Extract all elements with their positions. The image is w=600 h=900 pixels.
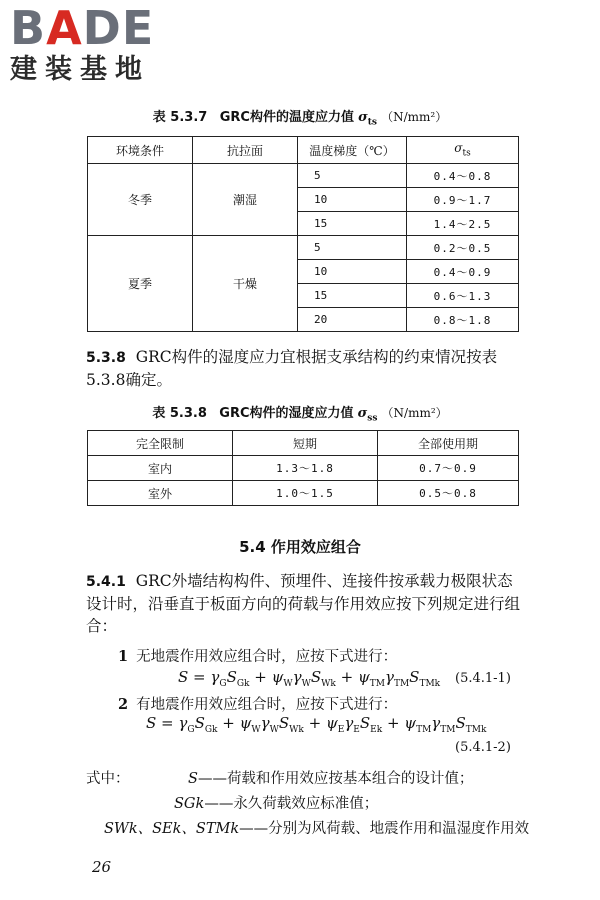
clause-text: GRC外墙结构构件、预埋件、连接件按承载力极限状态设计时，沿垂直于板面方向的荷载与作用效应按下列规定进行组合：	[86, 572, 521, 635]
item-text: 无地震作用效应组合时，应按下式进行：	[136, 649, 398, 665]
logo-brand: BADE	[10, 1, 155, 55]
cell-gradient: 20	[298, 308, 407, 332]
logo-subtitle: 建装基地	[10, 54, 150, 85]
col-header-surface: 抗拉面	[193, 137, 298, 164]
cell-surface: 潮湿	[193, 164, 298, 236]
cell-gradient: 10	[298, 188, 407, 212]
symbol-definition	[188, 767, 473, 788]
clause-number: 5.3.8	[86, 350, 126, 366]
definition-text: 永久荷载效应标准值；	[233, 796, 379, 812]
cell-value: 1.4～2.5	[407, 212, 519, 236]
col-header-restraint: 完全限制	[88, 431, 233, 456]
col-header-condition: 环境条件	[88, 137, 193, 164]
cell-value: 0.4～0.9	[407, 260, 519, 284]
symbol-definition	[104, 817, 529, 838]
cell-value: 0.6～1.3	[407, 284, 519, 308]
cell-location: 室外	[88, 481, 233, 506]
item-number: 1	[118, 648, 129, 665]
publisher-logo	[10, 1, 180, 86]
temperature-stress-table	[87, 136, 519, 332]
formula-5-4-1-2: $S = \gamma_GS_{Gk} + \psi_W\gamma_WS_{Wk} + \psi_E\gamma_ES_{Ek} + \psi_{TM}\gamma_{TM}S_{TMk}$	[146, 714, 487, 735]
cell-condition: 冬季	[88, 164, 193, 236]
clause-text: GRC构件的湿度应力宜根据支承结构的约束情况按表5.3.8确定。	[86, 348, 498, 389]
cell-value: 0.2～0.5	[407, 236, 519, 260]
cell-value: 0.4～0.8	[407, 164, 519, 188]
cell-value: 0.9～1.7	[407, 188, 519, 212]
table2-caption-title: GRC构件的湿度应力值	[219, 406, 354, 421]
col-header-gradient: 温度梯度（℃）	[298, 137, 407, 164]
symbol: SWk、SEk、STMk	[104, 821, 240, 837]
table-row	[88, 236, 519, 260]
clause-number: 5.4.1	[86, 574, 126, 590]
cell-full: 0.7～0.9	[378, 456, 519, 481]
where-lead: 式中：	[86, 771, 130, 787]
cell-location: 室内	[88, 456, 233, 481]
cell-gradient: 5	[298, 164, 407, 188]
cell-gradient: 15	[298, 284, 407, 308]
symbol-definition	[174, 792, 378, 813]
item-number: 2	[118, 696, 129, 713]
humidity-stress-table	[87, 430, 519, 506]
cell-surface: 干燥	[193, 236, 298, 332]
table1-caption: 表 5.3.7 GRC构件的温度应力值 $\sigma_{ts}$ （N/mm²）	[152, 110, 448, 128]
cell-short: 1.3～1.8	[233, 456, 378, 481]
equation-number: (5.4.1-2)	[455, 740, 511, 755]
cell-value: 0.8～1.8	[407, 308, 519, 332]
dash: ——	[204, 796, 234, 812]
item-text: 有地震作用效应组合时，应按下式进行：	[136, 697, 398, 713]
table2-caption: 表 5.3.8 GRC构件的湿度应力值 $\sigma_{ss}$ （N/mm²）	[152, 406, 448, 424]
section-heading: 5.4 作用效应组合	[239, 538, 361, 556]
table1-caption-unit: （N/mm²）	[381, 110, 448, 124]
col-header-sigma-ts: $\sigma_{ts}$	[407, 137, 519, 164]
clause-5-4-1	[86, 570, 526, 637]
page-number: 26	[92, 858, 112, 876]
col-header-full-term: 全部使用期	[378, 431, 519, 456]
clause-5-3-8	[86, 346, 526, 391]
symbol: SGk	[174, 796, 205, 812]
table1-caption-prefix: 表 5.3.7	[152, 110, 208, 125]
table-header-row	[88, 137, 519, 164]
cell-condition: 夏季	[88, 236, 193, 332]
table1-caption-title: GRC构件的温度应力值	[219, 110, 354, 125]
formula-5-4-1-1: $S = \gamma_GS_{Gk} + \psi_W\gamma_WS_{Wk} + \psi_{TM}\gamma_{TM}S_{TMk}$	[178, 668, 441, 689]
table-row	[88, 164, 519, 188]
list-item	[118, 645, 397, 666]
cell-full: 0.5～0.8	[378, 481, 519, 506]
table2-caption-prefix: 表 5.3.8	[152, 406, 207, 421]
definition-text: 分别为风荷载、地震作用和温湿度作用效	[268, 821, 530, 837]
dash: ——	[197, 771, 227, 787]
symbol: S	[188, 771, 198, 787]
table-header-row	[88, 431, 519, 456]
cell-short: 1.0～1.5	[233, 481, 378, 506]
table-row	[88, 481, 519, 506]
cell-gradient: 5	[298, 236, 407, 260]
cell-gradient: 15	[298, 212, 407, 236]
dash: ——	[239, 821, 269, 837]
table2-caption-unit: （N/mm²）	[381, 406, 448, 420]
table-row	[88, 456, 519, 481]
equation-number: (5.4.1-1)	[455, 671, 511, 686]
list-item	[118, 693, 397, 714]
cell-gradient: 10	[298, 260, 407, 284]
definition-text: 荷载和作用效应按基本组合的设计值；	[226, 771, 474, 787]
col-header-short-term: 短期	[233, 431, 378, 456]
